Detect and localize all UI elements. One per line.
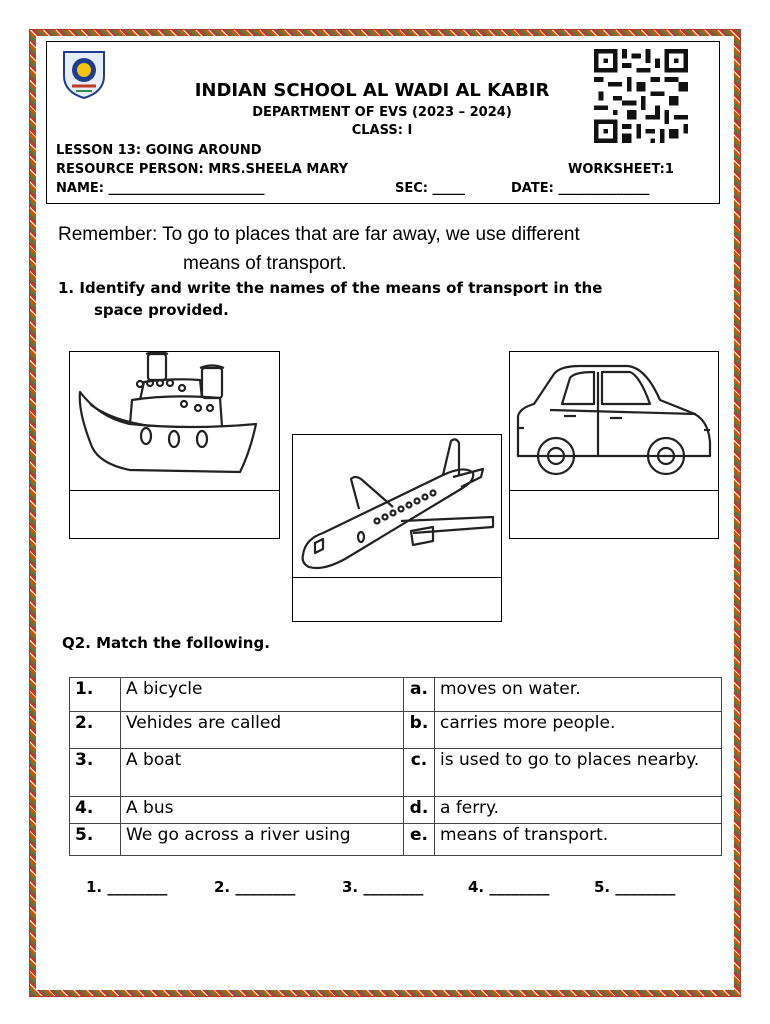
table-row [70,712,722,749]
name-field[interactable]: NAME: ________________________ [56,181,265,196]
question-1-line-2: space provided. [94,301,229,319]
right-item: moves on water. [435,678,722,712]
row-letter: d. [404,797,435,824]
table-row [70,678,722,712]
table-row [70,824,722,856]
ship-icon [70,352,278,490]
left-item: A bus [121,797,404,824]
row-number: 4. [70,797,121,824]
right-item: a ferry. [435,797,722,824]
ship-picture-box [69,351,280,492]
answer-blank-2[interactable]: 2. ________ [214,878,296,896]
airplane-answer-box[interactable] [292,577,502,622]
department-line: DEPARTMENT OF EVS (2023 – 2024) [252,105,512,120]
row-number: 2. [70,712,121,749]
ship-answer-box[interactable] [69,490,280,539]
row-letter: a. [404,678,435,712]
left-item: A boat [121,749,404,797]
row-number: 5. [70,824,121,856]
class-line: CLASS: I [351,123,413,138]
row-number: 1. [70,678,121,712]
car-picture-box [509,351,719,492]
airplane-picture-box [292,434,502,579]
left-item: A bicycle [121,678,404,712]
lesson-line: LESSON 13: GOING AROUND [56,143,262,158]
right-item: is used to go to places nearby. [435,749,722,797]
remember-note-line-1: Remember: To go to places that are far away, we use different [58,224,580,245]
row-number: 3. [70,749,121,797]
answer-blank-3[interactable]: 3. ________ [342,878,424,896]
date-field[interactable]: DATE: ______________ [511,181,650,196]
car-answer-box[interactable] [509,490,719,539]
table-row [70,749,722,797]
row-letter: e. [404,824,435,856]
right-item: carries more people. [435,712,722,749]
left-item: Vehides are called [121,712,404,749]
row-letter: b. [404,712,435,749]
airplane-icon [293,435,500,577]
table-row [70,797,722,824]
answer-blanks-row [0,878,770,902]
answer-blank-5[interactable]: 5. ________ [594,878,676,896]
remember-note-line-2: means of transport. [183,253,347,274]
resource-person-line: RESOURCE PERSON: MRS.SHEELA MARY [56,162,349,177]
answer-blank-4[interactable]: 4. ________ [468,878,550,896]
match-table [69,677,722,856]
row-letter: c. [404,749,435,797]
question-1-line-1: 1. Identify and write the names of the means of transport in the [58,279,603,297]
question-2-title: Q2. Match the following. [62,634,270,652]
right-item: means of transport. [435,824,722,856]
school-name: INDIAN SCHOOL AL WADI AL KABIR [194,80,550,101]
car-icon [510,352,717,490]
left-item: We go across a river using [121,824,404,856]
worksheet-number: WORKSHEET:1 [568,162,674,177]
answer-blank-1[interactable]: 1. ________ [86,878,168,896]
section-field[interactable]: SEC: _____ [395,181,466,196]
